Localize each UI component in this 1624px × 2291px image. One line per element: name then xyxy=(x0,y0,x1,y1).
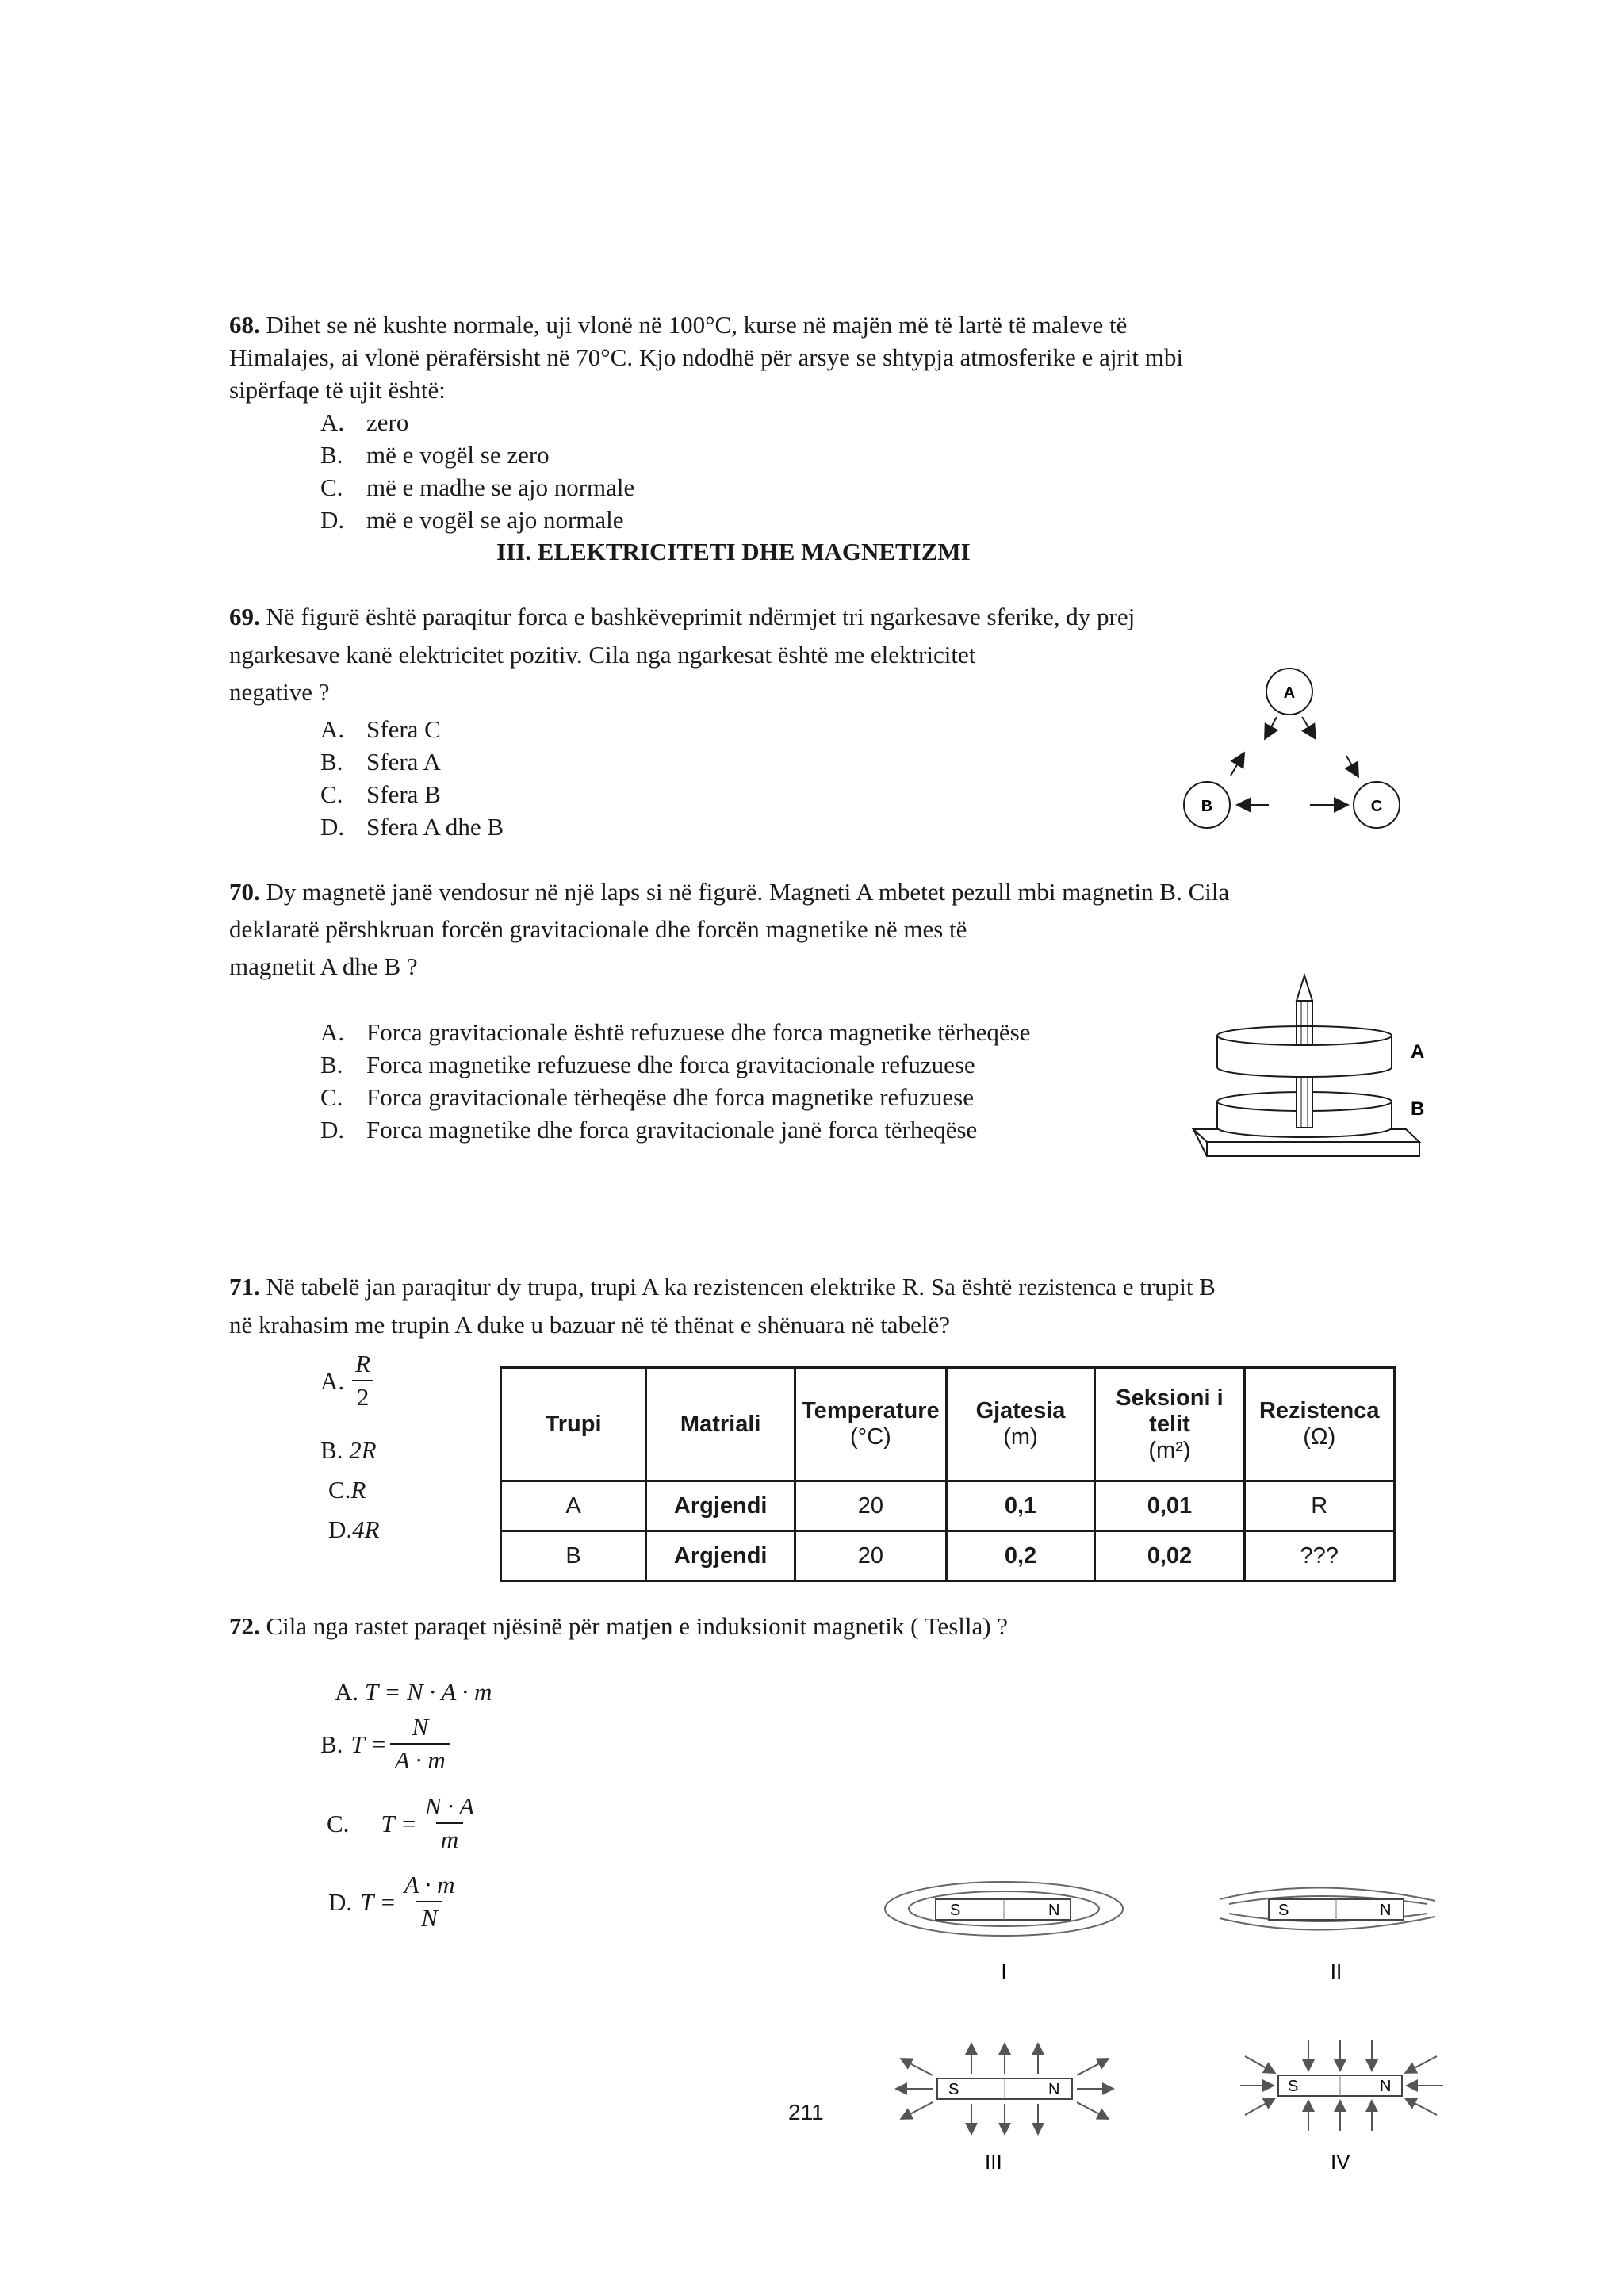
magnet-diagram-4 xyxy=(1240,2040,1443,2174)
sphere-a-label: A xyxy=(1283,684,1296,702)
diagram-label: IV xyxy=(1331,2150,1350,2174)
table-cell: 0,02 xyxy=(1095,1531,1244,1581)
sphere-c-label: C xyxy=(1370,798,1383,815)
question-68-line-3: sipërfaqe të ujit është: xyxy=(229,376,446,404)
option-d[interactable]: D.4R xyxy=(328,1515,380,1543)
header-cell: Seksioni i telit (m²) xyxy=(1095,1368,1244,1481)
option-c[interactable]: C. Forca gravitacionale tërheqëse dhe forca magnetike refuzuese xyxy=(320,1083,974,1111)
table-header-row xyxy=(501,1368,1395,1481)
table-row xyxy=(501,1531,1395,1581)
header-cell: Matriali xyxy=(646,1368,795,1481)
option-d[interactable]: D. T = $\frac{A \cdot m}{N}$ xyxy=(328,1869,460,1934)
magnet-s-label: S xyxy=(950,1902,961,1919)
question-number: 69. xyxy=(229,603,260,630)
option-b[interactable]: B. Sfera A xyxy=(320,748,441,776)
option-a[interactable]: A. $\frac{R}{2}$ xyxy=(320,1348,375,1413)
magnet-diagram-1 xyxy=(885,1882,1123,1983)
magnet-n-label: N xyxy=(1380,1902,1392,1919)
pencil-magnets-figure xyxy=(1185,969,1439,1159)
table-cell: Argjendi xyxy=(646,1531,795,1581)
question-70-line-1: 70. Dy magnetë janë vendosur në një laps si në figurë. Magneti A mbetet pezull mbi magnetin B. Cila xyxy=(229,878,1230,906)
page-number: 211 xyxy=(788,2100,824,2124)
question-69-line-2: ngarkesave kanë elektricitet pozitiv. Cila nga ngarkesat është me elektricitet xyxy=(229,641,976,669)
diagram-label: III xyxy=(985,2150,1002,2174)
sphere-b-label: B xyxy=(1201,798,1213,815)
question-71-line-2: në krahasim me trupin A duke u bazuar në të thënat e shënuara në tabelë? xyxy=(229,1311,950,1339)
option-d[interactable]: D. më e vogël se ajo normale xyxy=(320,506,624,534)
table-cell: A xyxy=(501,1481,646,1531)
header-cell: Temperature (°C) xyxy=(795,1368,946,1481)
question-69-line-1: 69. Në figurë është paraqitur forca e bashkëveprimit ndërmjet tri ngarkesave sferike, dy prej xyxy=(229,603,1136,630)
option-b[interactable]: B. T = $\frac{N}{A \cdot m}$ xyxy=(320,1711,450,1776)
magnet-s-label: S xyxy=(1278,1902,1289,1919)
force-arrow xyxy=(1266,717,1277,737)
diagram-label: II xyxy=(1330,1960,1342,1983)
option-b[interactable]: B. Forca magnetike refuzuese dhe forca gravitacionale refuzuese xyxy=(320,1051,975,1078)
table-cell: 0,2 xyxy=(946,1531,1095,1581)
option-c[interactable]: C. Sfera B xyxy=(320,780,441,808)
question-72-line: 72. Cila nga rastet paraqet njësinë për matjen e induksionit magnetik ( Teslla) ? xyxy=(229,1612,1009,1640)
resistance-table xyxy=(500,1366,1396,1582)
table-cell: ??? xyxy=(1244,1531,1395,1581)
magnet-fields-figure xyxy=(872,1852,1459,2185)
section-heading: III. ELEKTRICITETI DHE MAGNETIZMI xyxy=(496,538,971,565)
option-c[interactable]: C.R xyxy=(328,1476,366,1504)
table-cell: Argjendi xyxy=(646,1481,795,1531)
question-71-line-1: 71. Në tabelë jan paraqitur dy trupa, trupi A ka rezistencen elektrike R. Sa është rezistenca e trupit B xyxy=(229,1273,1216,1301)
option-c[interactable]: C. T = $\frac{N \cdot A}{m}$ xyxy=(327,1791,479,1856)
question-number: 72. xyxy=(229,1612,260,1640)
table-cell: R xyxy=(1244,1481,1395,1531)
header-cell: Gjatesia (m) xyxy=(946,1368,1095,1481)
option-d[interactable]: D. Forca magnetike dhe forca gravitacionale janë forca tërheqëse xyxy=(320,1116,978,1144)
question-68-line-1: 68. Dihet se në kushte normale, uji vlonë në 100°C, kurse në majën më të lartë të maleve të xyxy=(229,311,1128,339)
question-68-line-2: Himalajes, ai vlonë përafërsisht në 70°C. Kjo ndodhë për arsye se shtypja atmosferike e ajrit mbi xyxy=(229,343,1183,371)
question-number: 68. xyxy=(229,311,260,339)
magnet-a-label: A xyxy=(1411,1041,1425,1063)
question-70-line-3: magnetit A dhe B ? xyxy=(229,952,418,980)
force-arrow xyxy=(1302,717,1315,737)
option-a[interactable]: A. zero xyxy=(320,408,409,436)
magnet-s-label: S xyxy=(1288,2078,1299,2095)
question-69-line-3: negative ? xyxy=(229,678,330,706)
option-a[interactable]: A. T = N · A · m xyxy=(335,1678,492,1706)
option-a[interactable]: A. Forca gravitacionale është refuzuese dhe forca magnetike tërheqëse xyxy=(320,1018,1031,1046)
magnet-n-label: N xyxy=(1048,2081,1060,2098)
diagram-label: I xyxy=(1001,1960,1007,1983)
table-cell: 0,1 xyxy=(946,1481,1095,1531)
option-b[interactable]: B. 2R xyxy=(320,1436,377,1464)
table-cell: 20 xyxy=(795,1481,946,1531)
header-cell: Rezistenca (Ω) xyxy=(1244,1368,1395,1481)
question-70-line-2: deklaratë përshkruan forcën gravitacionale dhe forcën magnetike në mes të xyxy=(229,915,967,943)
magnet-b-label: B xyxy=(1411,1098,1425,1120)
table-cell: 20 xyxy=(795,1531,946,1581)
magnet-s-label: S xyxy=(948,2081,959,2098)
table-row xyxy=(501,1481,1395,1531)
question-number: 70. xyxy=(229,878,260,906)
question-number: 71. xyxy=(229,1273,260,1301)
force-arrow xyxy=(1346,756,1358,776)
magnet-diagram-2 xyxy=(1220,1887,1435,1983)
magnet-n-label: N xyxy=(1048,1902,1060,1919)
charges-figure xyxy=(1174,665,1411,835)
table-cell: B xyxy=(501,1531,646,1581)
option-a[interactable]: A. Sfera C xyxy=(320,715,441,743)
option-d[interactable]: D. Sfera A dhe B xyxy=(320,813,504,841)
option-b[interactable]: B. më e vogël se zero xyxy=(320,441,550,469)
option-c[interactable]: C. më e madhe se ajo normale xyxy=(320,473,635,501)
magnet-diagram-3 xyxy=(898,2045,1112,2174)
table-cell: 0,01 xyxy=(1095,1481,1244,1531)
force-arrow xyxy=(1231,754,1243,776)
header-cell: Trupi xyxy=(501,1368,646,1481)
magnet-n-label: N xyxy=(1380,2078,1392,2095)
